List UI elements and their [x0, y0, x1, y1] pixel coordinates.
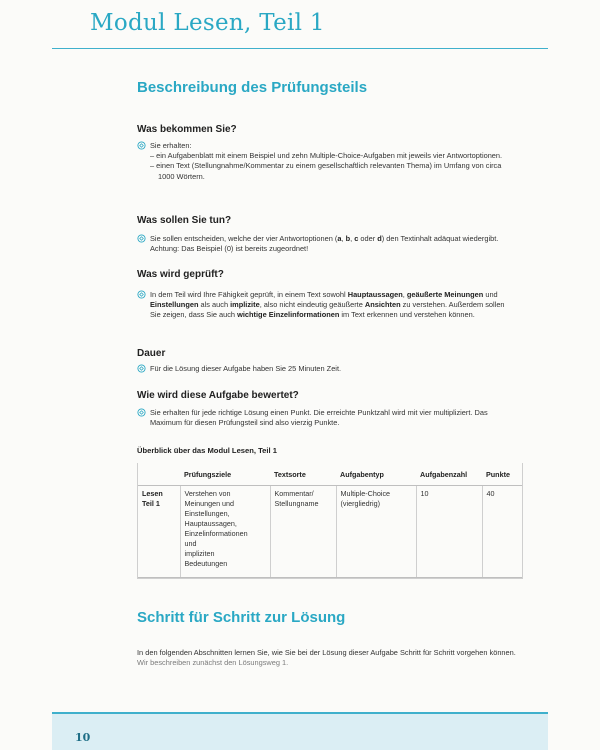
bold-term: Ansichten — [364, 300, 401, 310]
text-span: In den folgenden Abschnitten lernen Sie, wie Sie bei der Lösung dieser Aufgabe Schritt für Schritt vorgehen können. — [137, 648, 516, 657]
option-c: c — [354, 234, 359, 243]
block-was-bekommen-sie — [137, 124, 517, 182]
text-span: und — [483, 290, 498, 299]
paragraph: Sie erhalten für jede richtige Lösung einen Punkt. Die erreichte Punktzahl wird mit vier multipliziert. Das Maximum für diesen Prüfungsteil sind also vierzig Punkte. — [150, 408, 488, 428]
text-span: zu verstehen. Außerdem sollen Sie zeigen, dass Sie auch — [150, 300, 505, 320]
text-span: im Text erkennen und verstehen können. — [339, 310, 475, 320]
table-header: Aufgabentyp — [336, 463, 416, 486]
option-b: b — [345, 234, 351, 243]
table-header: Textsorte — [270, 463, 336, 486]
option-a: a — [337, 234, 342, 243]
question-title: Was wird geprüft? — [137, 269, 224, 280]
cell-line: Lesen — [142, 489, 163, 498]
table-header: Prüfungsziele — [180, 463, 270, 486]
table-header: Punkte — [482, 463, 522, 486]
page-title: Modul Lesen, Teil 1 — [90, 10, 325, 36]
pointing-hand-icon — [137, 364, 146, 373]
list-item — [137, 408, 517, 428]
question-title: Was bekommen Sie? — [137, 124, 237, 135]
section2-paragraph-wrap — [137, 648, 527, 668]
cell-line: Teil 1 — [142, 499, 160, 508]
overview-title: Überblick über das Modul Lesen, Teil 1 — [137, 446, 277, 455]
paragraph — [150, 234, 517, 254]
cell-line: Hauptaussagen, — [184, 519, 237, 528]
text-span: als auch — [198, 300, 231, 310]
overview-table — [138, 463, 522, 578]
pointing-hand-icon — [137, 290, 146, 299]
table-header: Aufgabenzahl — [416, 463, 482, 486]
text-span: , — [350, 234, 355, 243]
block-was-wird-geprueft — [137, 269, 517, 321]
table-row — [138, 486, 522, 578]
cell-line: Stellungname — [274, 499, 319, 508]
cell-line: Einstellungen, — [184, 509, 230, 518]
cell-line: (viergliedrig) — [340, 499, 381, 508]
list-item — [137, 141, 517, 182]
table-cell-punkte: 40 — [482, 486, 522, 578]
text-span: , — [402, 290, 407, 299]
table-header — [138, 463, 180, 486]
list-item — [137, 290, 517, 321]
table-cell-aufgabenzahl: 10 — [416, 486, 482, 578]
bullet-text: – ein Aufgabenblatt mit einem Beispiel und zehn Multiple-Choice-Aufgaben mit jeweils vier Antwortoptionen. — [150, 151, 503, 161]
overview-table-wrap — [137, 463, 523, 579]
bold-term: geäußerte Meinungen — [406, 290, 484, 299]
text-span: ) den Textinhalt adäquat wiedergibt. Achtung: Das Beispiel (0) ist bereits zugeordnet! — [150, 234, 499, 254]
cell-line: Einzelinformationen — [184, 529, 248, 538]
question-title: Dauer — [137, 348, 166, 359]
block-was-sollen-sie-tun — [137, 215, 517, 254]
cell-line: Bedeutungen — [184, 559, 228, 568]
table-cell-label — [138, 486, 180, 578]
footer-band — [52, 714, 548, 750]
cell-line: impliziten — [184, 549, 215, 558]
list-item — [137, 364, 517, 374]
section-heading-schritt: Schritt für Schritt zur Lösung — [137, 609, 346, 626]
text-span: In dem Teil wird Ihre Fähigkeit geprüft, in einem Text sowohl — [150, 290, 348, 299]
cell-line: Multiple-Choice — [340, 489, 391, 498]
table-cell-textsorte — [270, 486, 336, 578]
option-d: d — [377, 234, 382, 243]
page-number: 10 — [75, 731, 91, 744]
bullet-text: – einen Text (Stellungnahme/Kommentar zu einem gesellschaftlich relevanten Thema) im Umfang von circa 1000 Wörtern. — [150, 161, 502, 181]
table-cell-ziele — [180, 486, 270, 578]
block-dauer — [137, 348, 517, 374]
text-span: , also nicht eindeutig geäußerte — [259, 300, 365, 310]
paragraph: Für die Lösung dieser Aufgabe haben Sie 25 Minuten Zeit. — [150, 364, 342, 373]
table-cell-aufgabentyp — [336, 486, 416, 578]
bold-term: wichtige Einzelinformationen — [237, 310, 340, 320]
paragraph — [137, 648, 527, 668]
pointing-hand-icon — [137, 141, 146, 150]
bold-term: implizite — [230, 300, 260, 310]
title-divider — [52, 48, 548, 49]
cell-line: Meinungen und — [184, 499, 235, 508]
intro-text: Sie erhalten: — [150, 141, 192, 150]
block-bewertung — [137, 390, 517, 428]
text-span-muted: Wir beschreiben zunächst den Lösungsweg 1. — [137, 658, 289, 668]
text-span: , — [341, 234, 346, 243]
question-title: Was sollen Sie tun? — [137, 215, 232, 226]
pointing-hand-icon — [137, 408, 146, 417]
section-heading-beschreibung: Beschreibung des Prüfungsteils — [137, 79, 368, 96]
text-span: Sie sollen entscheiden, welche der vier Antwortoptionen ( — [150, 234, 338, 243]
cell-line: und — [184, 539, 197, 548]
paragraph — [150, 290, 517, 321]
pointing-hand-icon — [137, 234, 146, 243]
overview-section — [137, 446, 537, 584]
cell-line: Kommentar/ — [274, 489, 314, 498]
text-span: oder — [358, 234, 378, 243]
bold-term: Hauptaussagen — [347, 290, 403, 299]
list-item — [137, 234, 517, 254]
question-title: Wie wird diese Aufgabe bewertet? — [137, 390, 299, 401]
bold-term: Einstellungen — [150, 300, 199, 310]
cell-line: Verstehen von — [184, 489, 231, 498]
table-header-row — [138, 463, 522, 486]
